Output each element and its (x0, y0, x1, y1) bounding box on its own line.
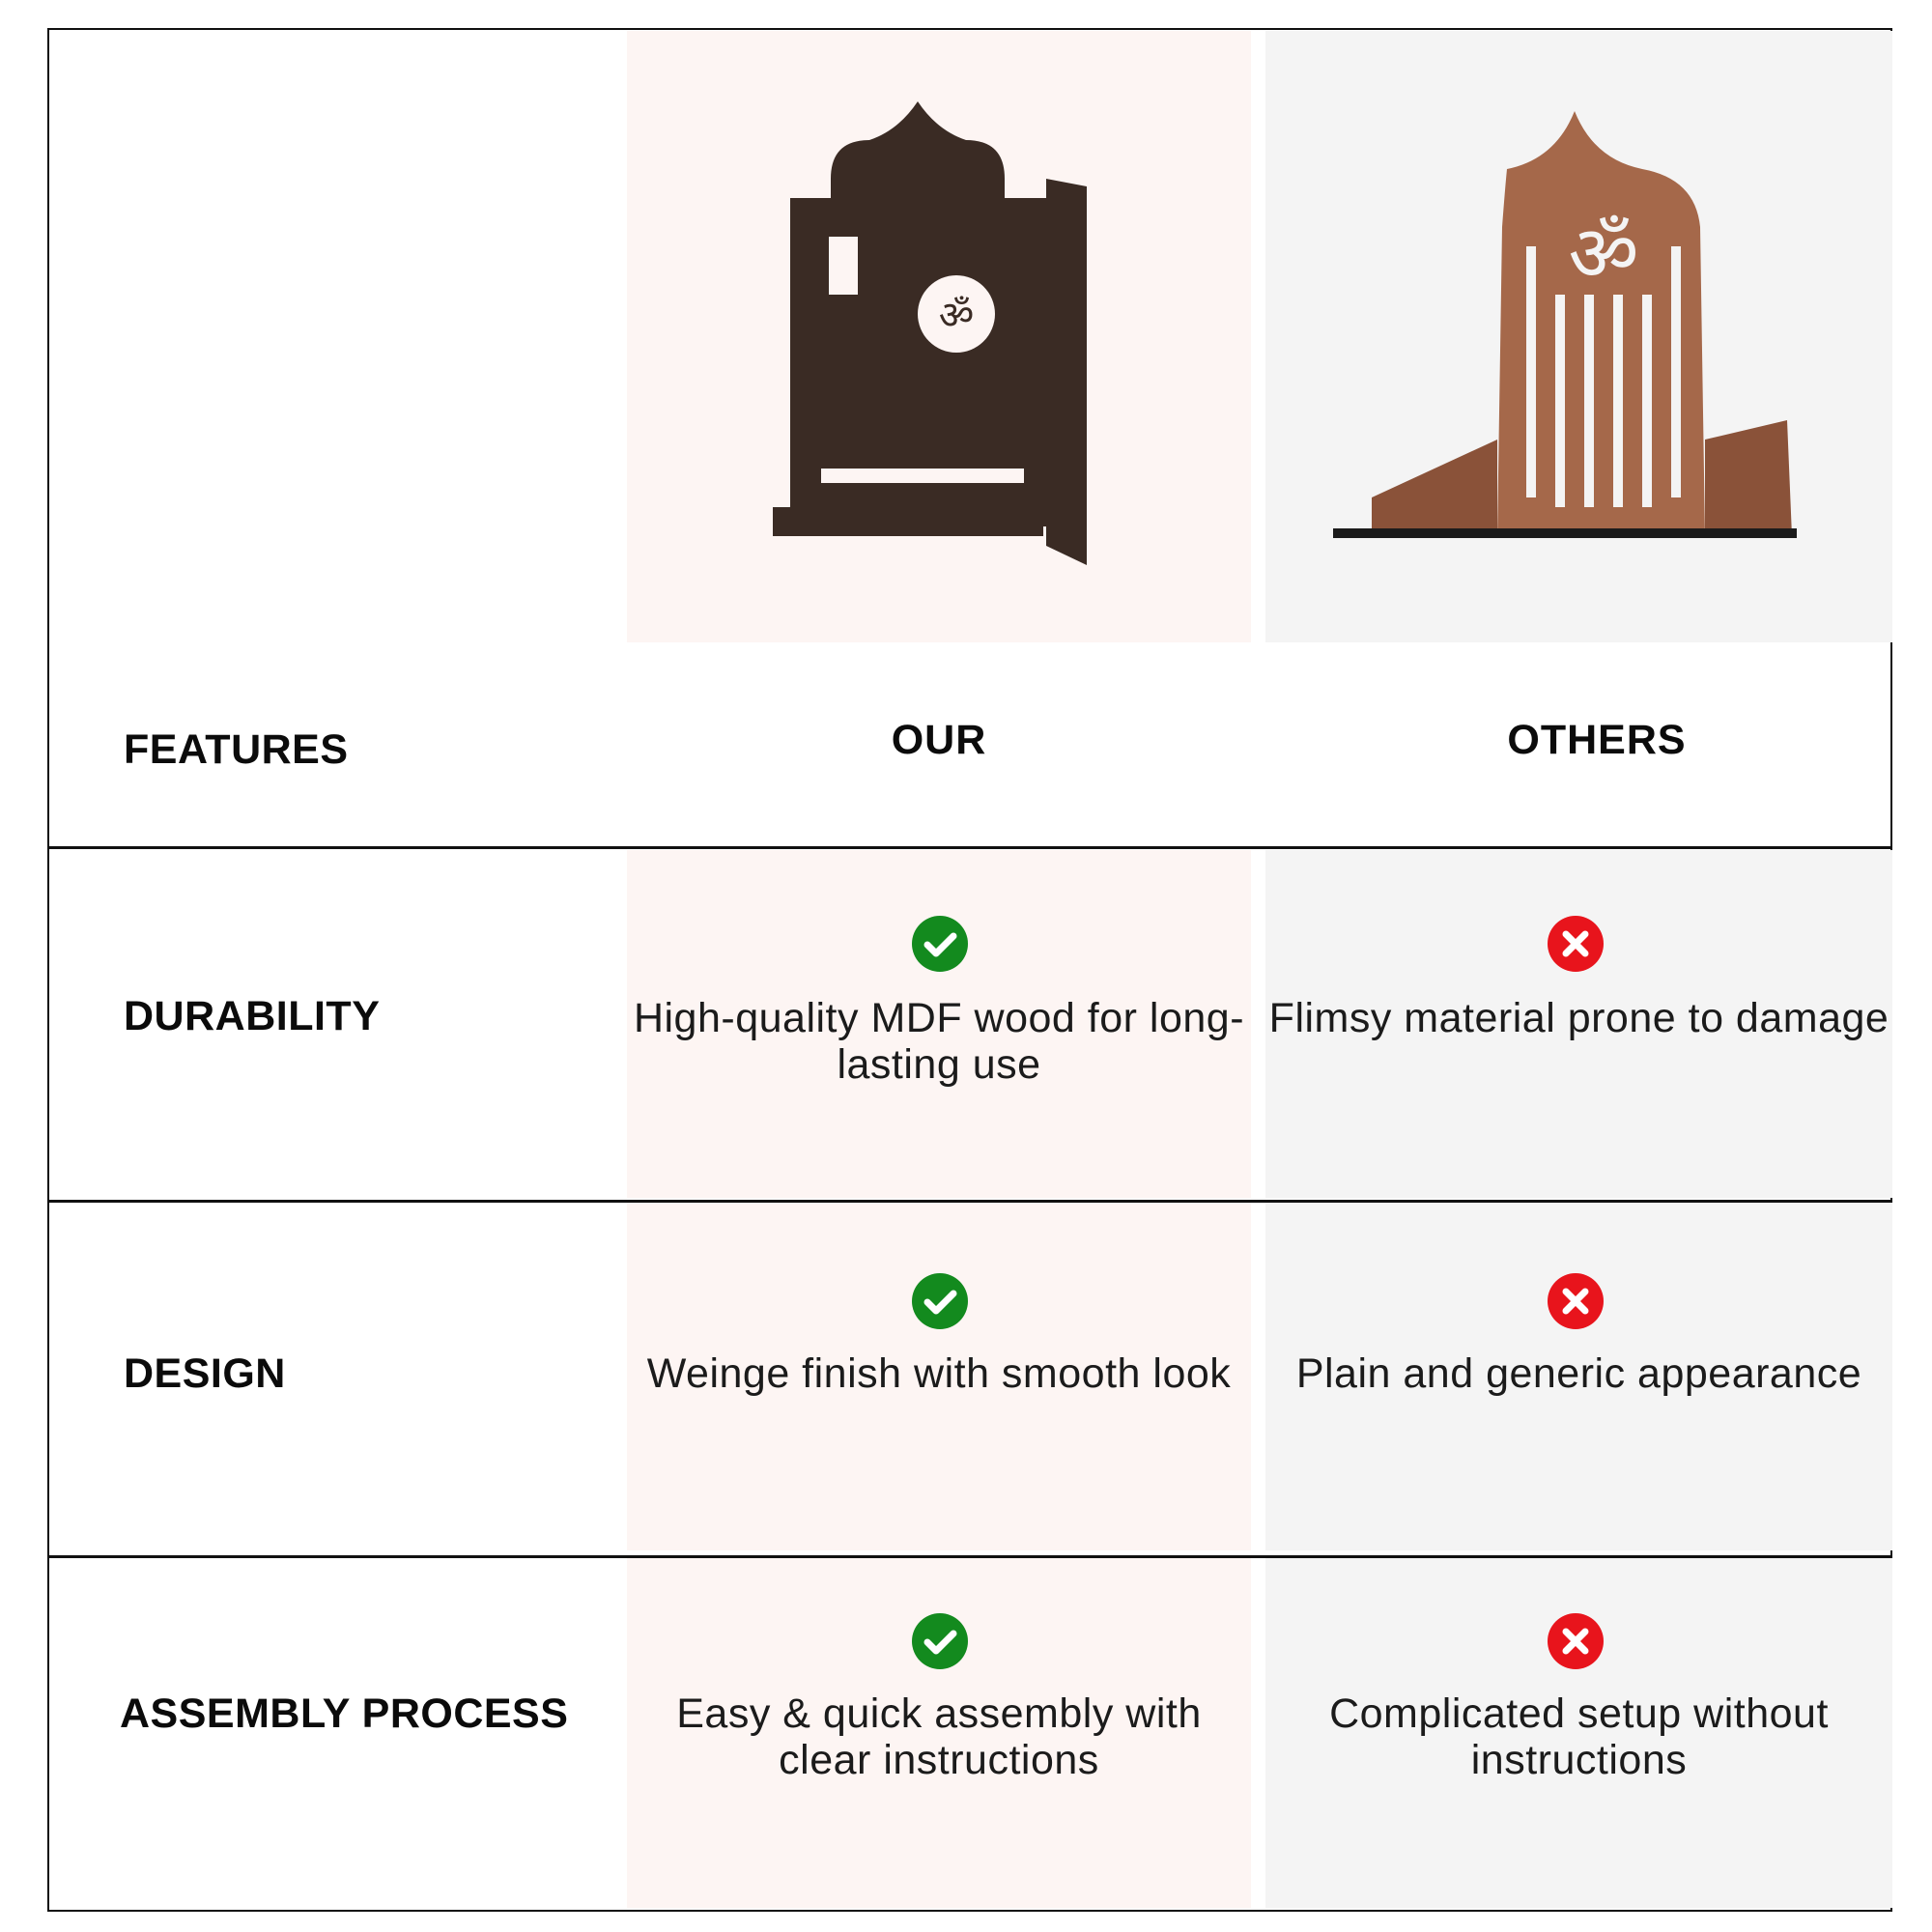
our-design-text: Weinge finish with smooth look (646, 1350, 1232, 1397)
check-icon (912, 1273, 968, 1329)
others-durability-text: Flimsy material prone to damage (1268, 995, 1889, 1041)
row-divider (47, 1555, 1892, 1558)
cross-icon (1548, 1273, 1604, 1329)
our-assembly-text: Easy & quick assembly with clear instructions (676, 1690, 1202, 1783)
our-column-header: OUR (891, 717, 987, 763)
others-assembly-text: Complicated setup without instructions (1329, 1690, 1829, 1783)
row-divider (47, 846, 1892, 849)
svg-text:ॐ: ॐ (1568, 209, 1639, 298)
others-design-text: Plain and generic appearance (1295, 1350, 1862, 1397)
svg-text:ॐ: ॐ (938, 294, 975, 338)
cross-icon (1548, 1613, 1604, 1669)
feature-design: DESIGN (124, 1350, 286, 1397)
check-icon (912, 916, 968, 972)
feature-durability: DURABILITY (124, 993, 381, 1039)
others-product-image (1333, 111, 1816, 565)
feature-assembly-process: ASSEMBLY PROCESS (120, 1690, 569, 1737)
features-header: FEATURES (124, 726, 349, 773)
our-durability-text: High-quality MDF wood for long-lasting use (633, 995, 1245, 1088)
check-icon (912, 1613, 968, 1669)
our-product-image (773, 101, 1101, 575)
cross-icon (1548, 916, 1604, 972)
others-column-header: OTHERS (1507, 717, 1687, 763)
row-divider (47, 1200, 1892, 1203)
